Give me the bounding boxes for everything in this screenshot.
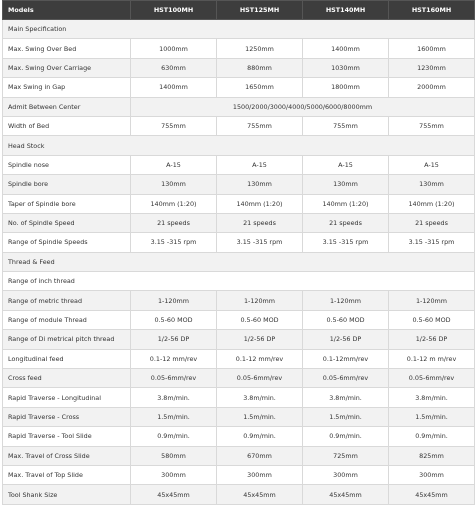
table-row — [3, 330, 475, 349]
row-label: Spindle nose — [3, 155, 131, 174]
section-label: Range of inch thread — [3, 272, 475, 291]
cell-value: 1-120mm — [303, 291, 389, 310]
cell-value: 1/2-56 DP — [303, 330, 389, 349]
cell-value: 1-120mm — [131, 291, 217, 310]
section-label: Head Stock — [3, 136, 475, 155]
cell-value: 755mm — [389, 116, 475, 135]
row-label: No. of Spindle Speed — [3, 213, 131, 232]
cell-value-span: 1500/2000/3000/4000/5000/6000/8000mm — [131, 97, 475, 116]
cell-value: 0.5-60 MOD — [217, 310, 303, 329]
table-row — [3, 39, 475, 58]
cell-value: 1/2-56 DP — [389, 330, 475, 349]
cell-value: 3.15 -315 rpm — [303, 233, 389, 252]
cell-value: 3.8m/min. — [389, 388, 475, 407]
cell-value: 0.5-60 MOD — [389, 310, 475, 329]
cell-value: 1230mm — [389, 58, 475, 77]
specification-table — [2, 0, 475, 505]
cell-value: 45x45mm — [303, 485, 389, 504]
cell-value: 140mm (1:20) — [131, 194, 217, 213]
row-label: Max. Swing Over Bed — [3, 39, 131, 58]
section-label: Thread & Feed — [3, 252, 475, 271]
cell-value: 3.8m/min. — [303, 388, 389, 407]
cell-value: 0.1-12mm/rev — [303, 349, 389, 368]
table-row — [3, 97, 475, 116]
cell-value: 1/2-56 DP — [217, 330, 303, 349]
table-row — [3, 369, 475, 388]
row-label: Rapid Traverse - Cross — [3, 407, 131, 426]
cell-value: 300mm — [303, 465, 389, 484]
table-row — [3, 427, 475, 446]
cell-value: 1600mm — [389, 39, 475, 58]
cell-value: 3.15 -315 rpm — [217, 233, 303, 252]
cell-value: 1400mm — [303, 39, 389, 58]
cell-value: 300mm — [389, 465, 475, 484]
table-row — [3, 233, 475, 252]
row-label: Range of Spindle Speeds — [3, 233, 131, 252]
cell-value: 2000mm — [389, 78, 475, 97]
cell-value: 880mm — [217, 58, 303, 77]
table-row — [3, 78, 475, 97]
cell-value: 725mm — [303, 446, 389, 465]
cell-value: 1.5m/min. — [303, 407, 389, 426]
row-label: Range of Di metrical pitch thread — [3, 330, 131, 349]
cell-value: 0.9m/min. — [389, 427, 475, 446]
header-models: Models — [3, 1, 131, 20]
cell-value: 1-120mm — [217, 291, 303, 310]
cell-value: 755mm — [217, 116, 303, 135]
row-label: Rapid Traverse - Longitudinal — [3, 388, 131, 407]
cell-value: A-15 — [217, 155, 303, 174]
table-row — [3, 194, 475, 213]
cell-value: 0.5-60 MOD — [303, 310, 389, 329]
cell-value: 0.05-6mm/rev — [389, 369, 475, 388]
cell-value: 0.05-6mm/rev — [131, 369, 217, 388]
section-row — [3, 252, 475, 271]
header-model-1: HST100MH — [131, 1, 217, 20]
cell-value: 140mm (1:20) — [303, 194, 389, 213]
cell-value: 140mm (1:20) — [217, 194, 303, 213]
cell-value: 0.5-60 MOD — [131, 310, 217, 329]
cell-value: 1-120mm — [389, 291, 475, 310]
row-label: Spindle bore — [3, 175, 131, 194]
cell-value: 21 speeds — [303, 213, 389, 232]
table-row — [3, 349, 475, 368]
row-label: Max. Swing Over Carriage — [3, 58, 131, 77]
cell-value: A-15 — [389, 155, 475, 174]
cell-value: 130mm — [389, 175, 475, 194]
table-row — [3, 485, 475, 504]
row-label: Width of Bed — [3, 116, 131, 135]
row-label: Admit Between Center — [3, 97, 131, 116]
table-body — [3, 20, 475, 505]
cell-value: A-15 — [131, 155, 217, 174]
table-row — [3, 388, 475, 407]
cell-value: 21 speeds — [131, 213, 217, 232]
header-row — [3, 1, 475, 20]
cell-value: 580mm — [131, 446, 217, 465]
cell-value: 21 speeds — [389, 213, 475, 232]
row-label: Range of module Thread — [3, 310, 131, 329]
section-label: Main Specification — [3, 20, 475, 39]
cell-value: 0.1-12 m m/rev — [389, 349, 475, 368]
table-row — [3, 175, 475, 194]
row-label: Max. Travel of Top Slide — [3, 465, 131, 484]
section-row — [3, 20, 475, 39]
cell-value: 0.05-6mm/rev — [303, 369, 389, 388]
cell-value: 21 speeds — [217, 213, 303, 232]
cell-value: 300mm — [131, 465, 217, 484]
cell-value: 0.9m/min. — [131, 427, 217, 446]
row-label: Longitudinal feed — [3, 349, 131, 368]
table-row — [3, 58, 475, 77]
cell-value: 1030mm — [303, 58, 389, 77]
table-row — [3, 155, 475, 174]
cell-value: 0.9m/min. — [217, 427, 303, 446]
row-label: Tool Shank Size — [3, 485, 131, 504]
cell-value: 3.8m/min. — [131, 388, 217, 407]
table-row — [3, 407, 475, 426]
row-label: Rapid Traverse - Tool Slide — [3, 427, 131, 446]
row-label: Taper of Spindle bore — [3, 194, 131, 213]
cell-value: 300mm — [217, 465, 303, 484]
cell-value: 3.15 -315 rpm — [131, 233, 217, 252]
header-model-2: HST125MH — [217, 1, 303, 20]
row-label: Range of metric thread — [3, 291, 131, 310]
cell-value: 0.9m/min. — [303, 427, 389, 446]
cell-value: 1400mm — [131, 78, 217, 97]
cell-value: 0.1-12 mm/rev — [131, 349, 217, 368]
cell-value: 140mm (1:20) — [389, 194, 475, 213]
table-row — [3, 465, 475, 484]
cell-value: 45x45mm — [389, 485, 475, 504]
row-label: Max. Travel of Cross Slide — [3, 446, 131, 465]
table-row — [3, 446, 475, 465]
cell-value: 130mm — [303, 175, 389, 194]
table-header — [3, 1, 475, 20]
cell-value: 45x45mm — [131, 485, 217, 504]
cell-value: 1.5m/min. — [389, 407, 475, 426]
cell-value: 130mm — [217, 175, 303, 194]
cell-value: 1800mm — [303, 78, 389, 97]
cell-value: 670mm — [217, 446, 303, 465]
section-row — [3, 272, 475, 291]
cell-value: 1.5m/min. — [131, 407, 217, 426]
cell-value: 630mm — [131, 58, 217, 77]
cell-value: 0.1-12 mm/rev — [217, 349, 303, 368]
cell-value: 1000mm — [131, 39, 217, 58]
table-row — [3, 310, 475, 329]
cell-value: 755mm — [303, 116, 389, 135]
header-model-4: HST160MH — [389, 1, 475, 20]
cell-value: 1250mm — [217, 39, 303, 58]
cell-value: 3.15 -315 rpm — [389, 233, 475, 252]
cell-value: 1.5m/min. — [217, 407, 303, 426]
cell-value: 3.8m/min. — [217, 388, 303, 407]
cell-value: 0.05-6mm/rev — [217, 369, 303, 388]
row-label: Max Swing in Gap — [3, 78, 131, 97]
cell-value: 130mm — [131, 175, 217, 194]
row-label: Cross feed — [3, 369, 131, 388]
table-row — [3, 116, 475, 135]
table-row — [3, 291, 475, 310]
table-row — [3, 213, 475, 232]
header-model-3: HST140MH — [303, 1, 389, 20]
section-row — [3, 136, 475, 155]
cell-value: A-15 — [303, 155, 389, 174]
cell-value: 45x45mm — [217, 485, 303, 504]
cell-value: 755mm — [131, 116, 217, 135]
cell-value: 825mm — [389, 446, 475, 465]
cell-value: 1/2-56 DP — [131, 330, 217, 349]
cell-value: 1650mm — [217, 78, 303, 97]
